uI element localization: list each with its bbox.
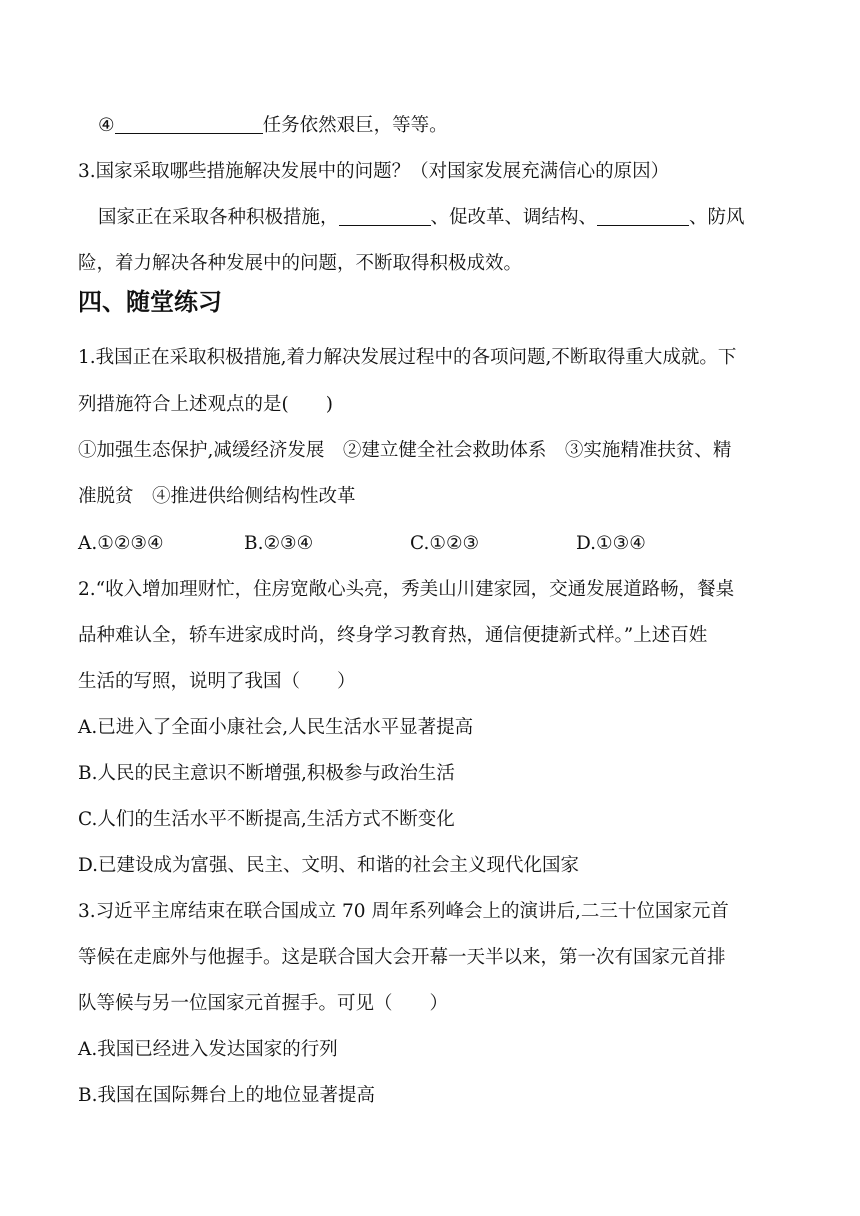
q3-option-b[interactable]: B.我国在国际舞台上的地位显著提高 [78, 1085, 375, 1106]
q1-statements-line2: 准脱贫 ④推进供给侧结构性改革 [78, 486, 356, 507]
fill-in-blank[interactable] [597, 207, 689, 226]
q1-stem-line2: 列措施符合上述观点的是( ) [78, 394, 333, 415]
q1-options [78, 532, 782, 556]
q3-stem-line3: 队等候与另一位国家元首握手。可见（ ） [78, 993, 449, 1014]
q2-option-c[interactable]: C.人们的生活水平不断提高,生活方式不断变化 [78, 809, 455, 830]
q3-stem-line1: 3.习近平主席结束在联合国成立 70 周年系列峰会上的演讲后,二三十位国家元首 [78, 901, 729, 922]
q2-option-d[interactable]: D.已建设成为富强、民主、文明、和谐的社会主义现代化国家 [78, 855, 580, 876]
question-3-answer-line1 [98, 206, 782, 230]
q1-statements-line1: ①加强生态保护,减缓经济发展 ②建立健全社会救助体系 ③实施精准扶贫、精 [78, 440, 732, 461]
item-4-line [98, 114, 782, 138]
section-heading: 四、随堂练习 [78, 288, 222, 316]
q2-stem-line3: 生活的写照，说明了我国（ ） [78, 671, 356, 692]
q1-stem-line1: 1.我国正在采取积极措施,着力解决发展过程中的各项问题,不断取得重大成就。下 [78, 347, 737, 368]
q3-stem-line2: 等候在走廊外与他握手。这是联合国大会开幕一天半以来，第一次有国家元首排 [78, 947, 726, 968]
q2-stem-line1: 2.“收入增加理财忙，住房宽敞心头亮，秀美山川建家园，交通发展道路畅，餐桌 [78, 579, 735, 600]
q1-option-c[interactable]: C.①②③ [410, 533, 480, 554]
q1-option-b[interactable]: B.②③④ [244, 533, 314, 554]
item-4-marker: ④ [98, 115, 115, 136]
question-3-title: 3.国家采取哪些措施解决发展中的问题？（对国家发展充满信心的原因） [78, 161, 670, 182]
answer-text: 国家正在采取各种积极措施， [98, 207, 339, 228]
fill-in-blank[interactable] [115, 115, 263, 134]
answer-text: 、促改革、调结构、 [430, 207, 598, 228]
fill-in-blank[interactable] [339, 207, 431, 226]
q3-option-a[interactable]: A.我国已经进入发达国家的行列 [78, 1039, 338, 1060]
q2-option-b[interactable]: B.人民的民主意识不断增强,积极参与政治生活 [78, 763, 455, 784]
item-4-text: 任务依然艰巨，等等。 [262, 115, 448, 136]
answer-text: 、防风 [689, 207, 745, 228]
q2-option-a[interactable]: A.已进入了全面小康社会,人民生活水平显著提高 [78, 717, 474, 738]
q2-stem-line2: 品种难认全，轿车进家成时尚，终身学习教育热，通信便捷新式样。”上述百姓 [78, 625, 708, 646]
q1-option-a[interactable]: A.①②③④ [78, 533, 164, 554]
q1-option-d[interactable]: D.①③④ [576, 533, 646, 554]
question-3-answer-line2: 险，着力解决各种发展中的问题，不断取得积极成效。 [78, 253, 523, 274]
